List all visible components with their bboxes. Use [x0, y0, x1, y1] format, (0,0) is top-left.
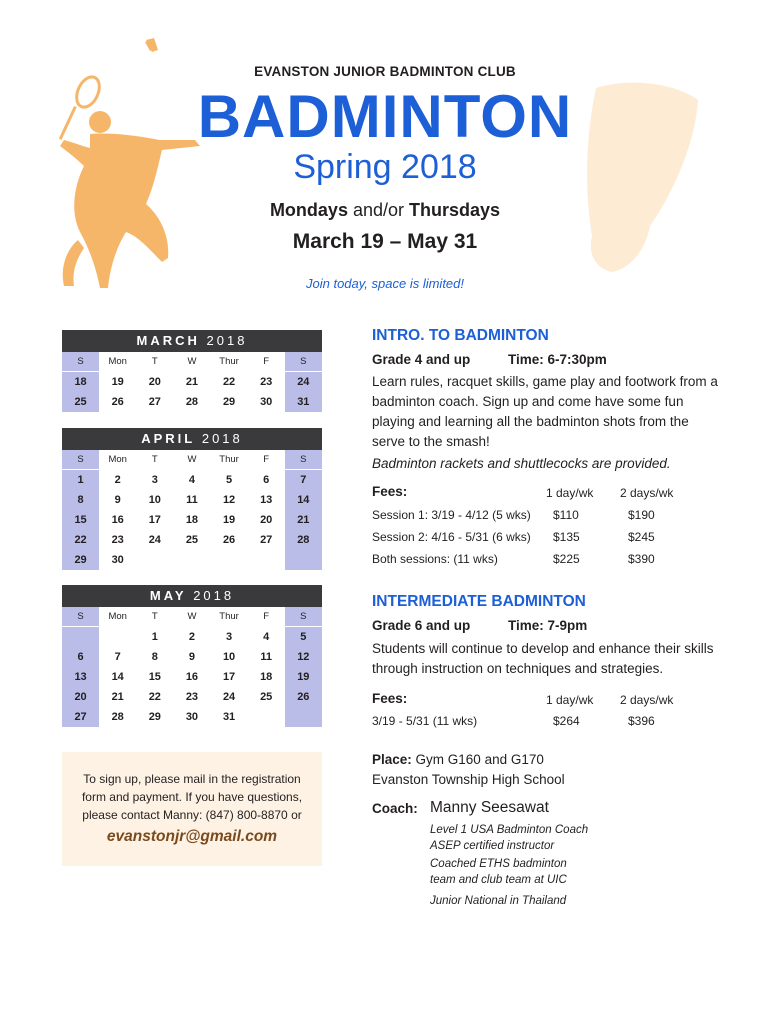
calendar-day: 21: [173, 372, 210, 392]
calendar-may: [62, 585, 322, 727]
calendar-day: 27: [136, 392, 173, 412]
fee-1day-value: $264: [553, 714, 580, 728]
calendar-day: 10: [211, 647, 248, 667]
calendar-day: 25: [173, 530, 210, 550]
page-title: BADMINTON: [197, 83, 573, 150]
intro-grade: Grade 4 and up: [372, 352, 471, 367]
calendar-day: 29: [211, 392, 248, 412]
calendar-day: 21: [99, 687, 136, 707]
coach-name: Manny Seesawat: [430, 799, 549, 816]
shuttlecock-icon: [144, 38, 158, 52]
intermediate-title: INTERMEDIATE BADMINTON: [372, 593, 586, 610]
calendar-day: 27: [248, 530, 285, 550]
weekday-label: Mon: [99, 352, 136, 371]
weekday-row: [62, 450, 322, 469]
fee-2day-value: $390: [628, 552, 655, 566]
weekday-label: S: [300, 454, 307, 465]
fee-session-label: Session 2: 4/16 - 5/31 (6 wks): [372, 530, 531, 544]
calendar-day: 13: [248, 490, 285, 510]
calendar-header: [62, 585, 322, 607]
calendar-week: [62, 687, 322, 707]
calendar-week: [62, 626, 322, 647]
calendar-day: 24: [211, 687, 248, 707]
place-line2: Evanston Township High School: [372, 772, 565, 787]
contact-email[interactable]: evanstonjr@gmail.com: [106, 828, 278, 845]
coach-cred-3: Coached ETHS badminton: [430, 858, 567, 870]
weekday-label: S: [300, 356, 307, 367]
calendar-day: [99, 627, 136, 647]
calendar-header: [62, 330, 322, 352]
calendar-day: 20: [136, 372, 173, 392]
calendar-day: 23: [99, 530, 136, 550]
coach-cred-1: Level 1 USA Badminton Coach: [430, 824, 589, 836]
calendar-week: [62, 469, 322, 490]
weekday-label: W: [173, 450, 210, 469]
intro-note: Badminton rackets and shuttlecocks are provided.: [372, 456, 671, 471]
calendar-day: 27: [74, 711, 87, 723]
weekday-label: Thur: [211, 607, 248, 626]
calendar-day: 15: [74, 514, 87, 526]
place-line1: [372, 750, 722, 770]
weekday-label: Mon: [99, 607, 136, 626]
coach-cred-5: Junior National in Thailand: [430, 895, 567, 907]
calendar-day: 14: [99, 667, 136, 687]
weekday-label: Thur: [211, 352, 248, 371]
calendar-day: 17: [211, 667, 248, 687]
fee-1day-value: $110: [553, 508, 579, 522]
signup-box: [62, 752, 322, 866]
calendar-day: 9: [173, 647, 210, 667]
calendar-day: 30: [248, 392, 285, 412]
calendar-year: 2018: [201, 431, 243, 446]
calendar-week: [62, 371, 322, 392]
calendar-day: 15: [136, 667, 173, 687]
calendar-day: 25: [248, 687, 285, 707]
weekday-label: F: [248, 450, 285, 469]
weekday-row: [62, 607, 322, 626]
calendar-day: [136, 550, 173, 570]
weekday-label: Thur: [211, 450, 248, 469]
calendar-day: 30: [173, 707, 210, 727]
intro-col-1day: 1 day/wk: [546, 486, 594, 500]
calendar-day: 26: [297, 691, 310, 703]
intro-title: INTRO. TO BADMINTON: [372, 327, 549, 344]
calendar-april: [62, 428, 322, 570]
calendar-day: 24: [297, 376, 310, 388]
weekday-label: T: [136, 607, 173, 626]
intermediate-grade: Grade 6 and up: [372, 618, 471, 633]
calendar-day: 4: [248, 627, 285, 647]
signup-text: To sign up, please mail in the registration form and payment. If you have questions, please contact Manny: (847) 800-8870 or: [81, 772, 303, 822]
calendar-day: 23: [248, 372, 285, 392]
weekday-label: F: [248, 352, 285, 371]
calendar-day: 28: [99, 707, 136, 727]
join-note: Join today, space is limited!: [306, 276, 464, 291]
calendar-week: [62, 510, 322, 530]
date-range: March 19 – May 31: [292, 230, 478, 253]
intro-fees-label: Fees:: [372, 484, 408, 499]
calendar-day: 18: [173, 510, 210, 530]
calendar-day: 19: [297, 671, 310, 683]
calendar-month: MARCH: [136, 333, 200, 348]
calendar-day: 18: [248, 667, 285, 687]
calendar-day: 12: [297, 651, 310, 663]
calendar-day: 31: [297, 396, 310, 408]
calendar-day: 1: [136, 627, 173, 647]
calendar-week: [62, 647, 322, 667]
calendar-day: [248, 550, 285, 570]
calendar-day: [285, 707, 322, 727]
calendar-day: 8: [136, 647, 173, 667]
weekday-label: Mon: [99, 450, 136, 469]
fee-1day-value: $225: [553, 552, 580, 566]
weekday-label: F: [248, 607, 285, 626]
calendar-month: MAY: [149, 588, 187, 603]
calendar-day: 6: [248, 470, 285, 490]
calendar-day: [285, 550, 322, 570]
club-name: EVANSTON JUNIOR BADMINTON CLUB: [254, 64, 516, 79]
calendar-day: 22: [74, 534, 87, 546]
fee-2day-value: $245: [628, 530, 655, 544]
calendar-day: 20: [74, 691, 87, 703]
calendar-week: [62, 550, 322, 570]
calendar-day: 10: [136, 490, 173, 510]
calendar-day: 8: [77, 494, 84, 506]
weekday-label: S: [77, 454, 84, 465]
calendar-week: [62, 392, 322, 412]
calendar-week: [62, 490, 322, 510]
calendar-day: 26: [211, 530, 248, 550]
days-monday: Mondays: [269, 200, 348, 220]
calendar-week: [62, 667, 322, 687]
calendar-day: 26: [99, 392, 136, 412]
weekday-label: W: [173, 352, 210, 371]
days-connector: and/or: [352, 200, 405, 220]
calendar-march: [62, 330, 322, 412]
calendar-day: 12: [211, 490, 248, 510]
weekday-label: S: [300, 611, 307, 622]
calendar-day: 3: [136, 470, 173, 490]
calendar-day: 9: [99, 490, 136, 510]
fee-session-label: Both sessions: (11 wks): [372, 552, 498, 566]
schedule-days: [0, 200, 770, 221]
calendar-week: [62, 707, 322, 727]
calendar-day: 3: [211, 627, 248, 647]
intro-description: Learn rules, racquet skills, game play and footwork from a badminton coach. Sign up and come have some fun playing and learning all the badminton shots from the serve to the smash!: [372, 374, 718, 449]
weekday-label: T: [136, 450, 173, 469]
calendar-day: 17: [136, 510, 173, 530]
calendar-day: 20: [248, 510, 285, 530]
calendar-day: 16: [99, 510, 136, 530]
calendar-day: 28: [173, 392, 210, 412]
calendar-day: 19: [211, 510, 248, 530]
calendar-day: [173, 550, 210, 570]
weekday-row: [62, 352, 322, 371]
calendar-day: 6: [77, 651, 84, 663]
intermediate-description: Students will continue to develop and enhance their skills through instruction on techniques and strategies.: [372, 641, 714, 676]
place-venue: Gym G160 and G170: [415, 752, 544, 767]
weekday-label: S: [77, 611, 84, 622]
calendar-day: 2: [99, 470, 136, 490]
fee-session-label: Session 1: 3/19 - 4/12 (5 wks): [372, 508, 531, 522]
weekday-label: S: [77, 356, 84, 367]
season-title: Spring 2018: [293, 148, 477, 186]
calendar-day: 24: [136, 530, 173, 550]
intermediate-col-2day: 2 days/wk: [620, 693, 674, 707]
fee-1day-value: $135: [553, 530, 580, 544]
calendar-day: 30: [99, 550, 136, 570]
calendar-year: 2018: [206, 333, 248, 348]
intro-time: Time: 6-7:30pm: [508, 352, 607, 367]
calendar-day: [248, 707, 285, 727]
calendar-day: 31: [211, 707, 248, 727]
calendar-day: [211, 550, 248, 570]
calendar-day: 2: [173, 627, 210, 647]
coach-label: Coach:: [372, 801, 418, 816]
calendar-day: 5: [211, 470, 248, 490]
weekday-label: T: [136, 352, 173, 371]
calendar-day: 25: [74, 396, 87, 408]
intro-col-2day: 2 days/wk: [620, 486, 674, 500]
calendar-day: 16: [173, 667, 210, 687]
calendar-day: 1: [77, 474, 84, 486]
calendar-day: 7: [99, 647, 136, 667]
fee-2day-value: $396: [628, 714, 655, 728]
weekday-label: W: [173, 607, 210, 626]
intermediate-col-1day: 1 day/wk: [546, 693, 594, 707]
calendar-day: 18: [74, 376, 87, 388]
calendar-month: APRIL: [141, 431, 196, 446]
calendar-day: 28: [297, 534, 310, 546]
calendar-day: 11: [248, 647, 285, 667]
calendar-day: 5: [300, 631, 307, 643]
calendar-day: 13: [74, 671, 87, 683]
calendar-day: 21: [297, 514, 310, 526]
calendar-day: 7: [300, 474, 307, 486]
fee-2day-value: $190: [628, 508, 655, 522]
intermediate-fees-label: Fees:: [372, 691, 408, 706]
calendar-week: [62, 530, 322, 550]
days-thursday: Thursdays: [409, 200, 501, 220]
calendar-day: 22: [136, 687, 173, 707]
calendar-day: 19: [99, 372, 136, 392]
calendar-day: 29: [136, 707, 173, 727]
calendar-day: 11: [173, 490, 210, 510]
calendar-day: 23: [173, 687, 210, 707]
intermediate-time: Time: 7-9pm: [508, 618, 588, 633]
calendar-header: [62, 428, 322, 450]
calendar-day: 29: [74, 554, 87, 566]
calendar-day: 22: [211, 372, 248, 392]
calendar-day: 14: [297, 494, 310, 506]
fee-session-label: 3/19 - 5/31 (11 wks): [372, 714, 478, 728]
place-label: Place:: [372, 752, 412, 767]
coach-cred-4: team and club team at UIC: [430, 874, 567, 886]
calendar-year: 2018: [193, 588, 235, 603]
coach-cred-2: ASEP certified instructor: [430, 840, 555, 852]
calendar-day: 4: [173, 470, 210, 490]
calendar-day: [62, 627, 99, 647]
